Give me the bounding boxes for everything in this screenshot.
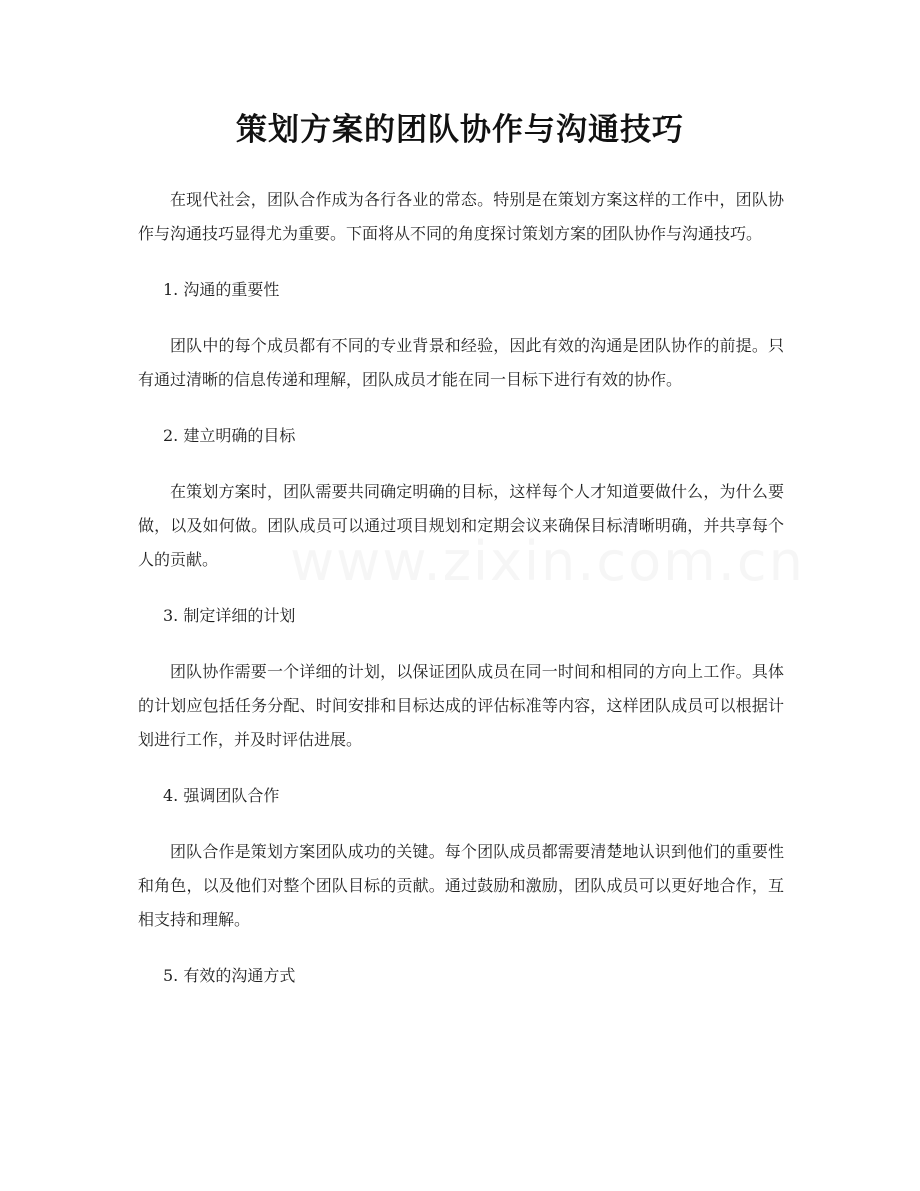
section-heading-5: 5. 有效的沟通方式 <box>163 966 296 985</box>
section-paragraph-1: 团队中的每个成员都有不同的专业背景和经验，因此有效的沟通是团队协作的前提。只有通过清晰的信息传递和理解，团队成员才能在同一目标下进行有效的协作。 <box>138 336 784 389</box>
intro-paragraph: 在现代社会，团队合作成为各行各业的常态。特别是在策划方案这样的工作中，团队协作与沟通技巧显得尤为重要。下面将从不同的角度探讨策划方案的团队协作与沟通技巧。 <box>138 190 784 243</box>
section-heading-2: 2. 建立明确的目标 <box>163 426 296 445</box>
document-body <box>138 183 784 1015</box>
section-paragraph-2: 在策划方案时，团队需要共同确定明确的目标，这样每个人才知道要做什么，为什么要做，以及如何做。团队成员可以通过项目规划和定期会议来确保目标清晰明确，并共享每个人的贡献。 <box>138 482 784 569</box>
document-title: 策划方案的团队协作与沟通技巧 <box>236 112 684 148</box>
section-heading-4: 4. 强调团队合作 <box>163 786 280 805</box>
watermark: www.zixin.com.cn <box>290 530 805 593</box>
section-heading-1: 1. 沟通的重要性 <box>163 280 280 299</box>
section-paragraph-4: 团队合作是策划方案团队成功的关键。每个团队成员都需要清楚地认识到他们的重要性和角色，以及他们对整个团队目标的贡献。通过鼓励和激励，团队成员可以更好地合作，互相支持和理解。 <box>138 842 784 929</box>
section-heading-3: 3. 制定详细的计划 <box>163 606 296 625</box>
section-paragraph-3: 团队协作需要一个详细的计划，以保证团队成员在同一时间和相同的方向上工作。具体的计划应包括任务分配、时间安排和目标达成的评估标准等内容，这样团队成员可以根据计划进行工作，并及时评估进展。 <box>138 662 784 749</box>
